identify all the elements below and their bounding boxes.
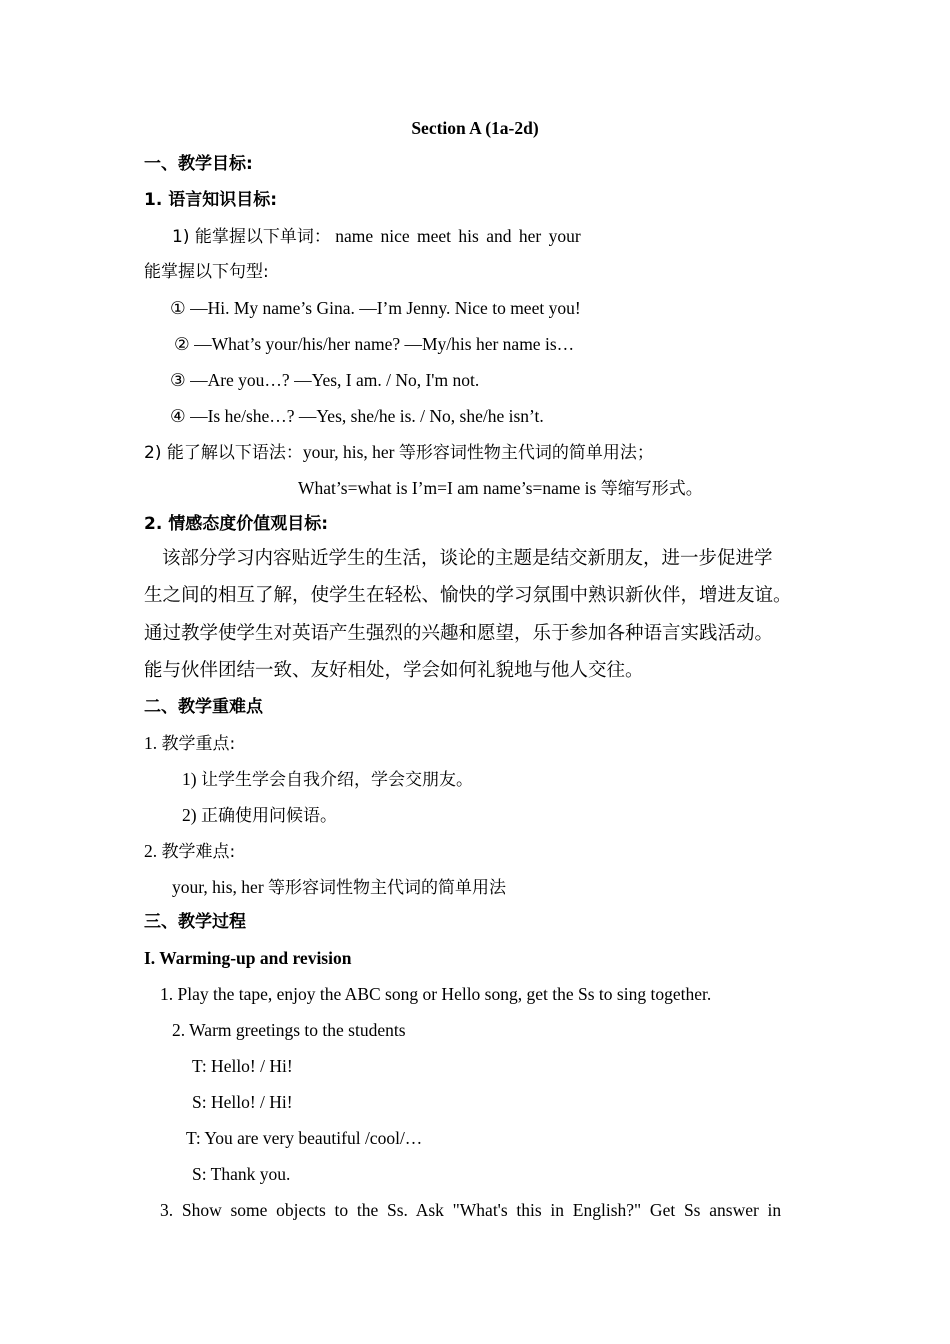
difficulty-label: 教学难点: <box>161 842 236 862</box>
step-3: 3. Show some objects to the Ss. Ask "What's this in English?" Get Ss answer in <box>160 1200 782 1220</box>
grammar-words: your, his, her <box>302 442 399 462</box>
dialogue-1: T: Hello! / Hi! <box>192 1056 293 1076</box>
grammar-line-1 <box>144 440 654 465</box>
key-point-2 <box>182 803 337 828</box>
key-point-heading <box>144 731 235 756</box>
key-point-1-text: 让学生学会自我介绍，学会交朋友。 <box>200 770 473 790</box>
difficulty-words: your, his, her <box>172 877 269 897</box>
patterns-label: 能掌握以下句型: <box>144 262 269 282</box>
difficulty-number: 2. <box>144 841 162 861</box>
difficulty-desc: 等形容词性物主代词的简单用法 <box>268 878 507 898</box>
pattern-1: ① —Hi. My name’s Gina. —I’m Jenny. Nice to meet you! <box>170 298 581 318</box>
pattern-2: ② —What’s your/his/her name? —My/his her name is… <box>174 334 575 354</box>
vocab-line <box>172 224 581 249</box>
heading-attitude-objectives: 2. 情感态度价值观目标: <box>144 514 329 534</box>
dialogue-4: S: Thank you. <box>192 1164 291 1184</box>
contractions: What’s=what is I’m=I am name’s=name is <box>298 478 601 498</box>
dialogue-2: S: Hello! / Hi! <box>192 1092 293 1112</box>
pattern-4: ④ —Is he/she…? —Yes, she/he is. / No, she/he isn’t. <box>170 406 544 426</box>
heading-key-points: 二、教学重难点 <box>144 697 263 717</box>
key-point-1-number: 1) <box>182 769 201 789</box>
paragraph-line-3: 通过教学使学生对英语产生强烈的兴趣和愿望，乐于参加各种语言实践活动。 <box>144 623 774 644</box>
heading-teaching-objectives: 一、教学目标: <box>144 154 253 174</box>
dialogue-3: T: You are very beautiful /cool/… <box>186 1128 423 1148</box>
grammar-line-2 <box>298 476 703 501</box>
section-title: Section A (1a-2d) <box>411 118 539 138</box>
key-point-2-text: 正确使用问候语。 <box>200 806 337 826</box>
step-1: 1. Play the tape, enjoy the ABC song or Hello song, get the Ss to sing together. <box>160 984 712 1004</box>
vocab-label: 1) 能掌握以下单词： <box>172 227 331 247</box>
key-point-number: 1. <box>144 733 162 753</box>
step-2: 2. Warm greetings to the students <box>172 1020 406 1040</box>
paragraph-line-4: 能与伙伴团结一致、友好相处，学会如何礼貌地与他人交往。 <box>144 660 644 681</box>
grammar-desc: 等形容词性物主代词的简单用法； <box>398 443 654 463</box>
key-point-1 <box>182 767 473 792</box>
grammar-label: 2) 能了解以下语法： <box>144 443 303 463</box>
paragraph-line-2: 生之间的相互了解，使学生在轻松、愉快的学习氛围中熟识新伙伴，增进友谊。 <box>144 585 792 606</box>
difficulty-heading <box>144 839 235 864</box>
pattern-3: ③ —Are you…? —Yes, I am. / No, I'm not. <box>170 370 480 390</box>
heading-language-objectives: 1. 语言知识目标: <box>144 190 278 210</box>
difficulty-1 <box>172 875 506 900</box>
key-point-label: 教学重点: <box>161 734 236 754</box>
paragraph-line-1: 该部分学习内容贴近学生的生活，谈论的主题是结交新朋友，进一步促进学 <box>162 548 773 569</box>
contractions-desc: 等缩写形式。 <box>600 479 703 499</box>
vocab-words: name nice meet his and her your <box>335 226 581 246</box>
key-point-2-number: 2) <box>182 805 201 825</box>
step-warming-up: I. Warming-up and revision <box>144 948 352 968</box>
heading-teaching-process: 三、教学过程 <box>144 912 246 932</box>
